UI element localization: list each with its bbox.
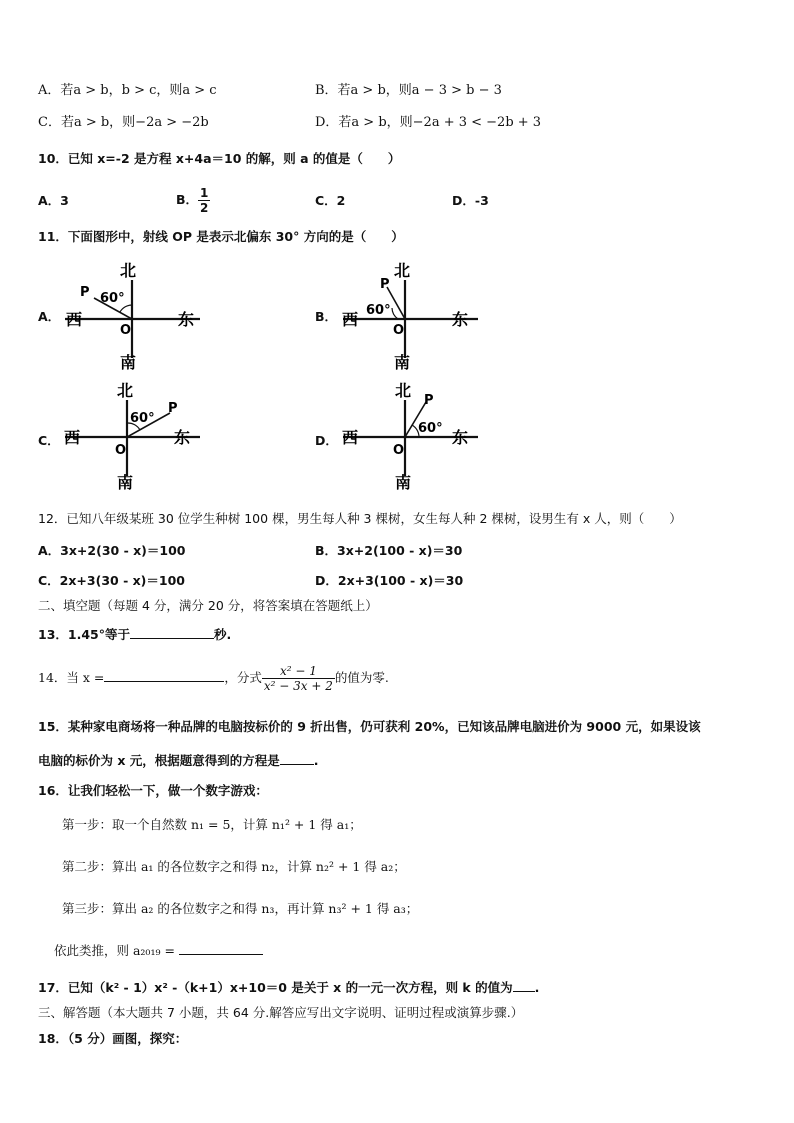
south-label: 南 xyxy=(394,353,411,370)
q14-denominator: x² − 3x + 2 xyxy=(263,679,333,693)
q10-option-b xyxy=(176,182,210,218)
q13-text-pre: 13．1.45°等于 xyxy=(38,627,130,642)
q10-stem: 10．已知 x=-2 是方程 x+4a＝10 的解，则 a 的值是（ ） xyxy=(38,151,401,166)
q12-option-c: C．2x+3(30 - x)＝100 xyxy=(38,573,185,588)
angle-label: 60° xyxy=(418,421,443,436)
q10-option-a: A．3 xyxy=(38,193,69,208)
east-label: 东 xyxy=(178,310,195,329)
south-label: 南 xyxy=(395,473,412,490)
q15-line1: 15．某种家电商场将一种品牌的电脑按标价的 9 折出售，仍可获利 20%，已知该品牌电脑进价为 9000 元，如果设该 xyxy=(38,719,701,734)
q17-text-end: . xyxy=(534,980,540,995)
q11-stem: 11．下面图形中，射线 OP 是表示北偏东 30° 方向的是（ ） xyxy=(38,229,404,244)
origin-label: O xyxy=(120,323,132,338)
origin-label: O xyxy=(393,443,405,458)
q13 xyxy=(38,624,231,644)
q12-stem: 12．已知八年级某班 30 位学生种树 100 棵，男生每人种 3 棵树，女生每人种 2 棵树，设男生有 x 人，则（ ） xyxy=(38,511,682,526)
compass-diagram-c xyxy=(60,380,200,490)
west-label: 西 xyxy=(66,310,83,329)
angle-label: 60° xyxy=(100,291,125,306)
q12-option-d: D．2x+3(100 - x)＝30 xyxy=(315,573,464,588)
ray-label: P xyxy=(380,277,390,292)
q10-option-b-numerator: 1 xyxy=(200,186,209,200)
q16-answer-blank[interactable] xyxy=(179,940,263,955)
q10-option-c: C．2 xyxy=(315,193,346,208)
origin-label: O xyxy=(115,443,127,458)
q14-fraction xyxy=(262,664,335,693)
q14-text-post: 的值为零. xyxy=(334,670,389,685)
q17 xyxy=(38,977,539,997)
q14-answer-blank[interactable] xyxy=(104,667,224,682)
compass-diagram-a xyxy=(60,260,200,370)
q11-option-d-label: D． xyxy=(315,433,338,448)
west-label: 西 xyxy=(342,310,359,329)
ray-label: P xyxy=(80,285,90,300)
q10-option-b-label: B． xyxy=(176,192,199,207)
section2-heading: 二、填空题（每题 4 分，满分 20 分，将答案填在答题纸上） xyxy=(38,598,378,613)
q11-option-c-label: C． xyxy=(38,433,60,448)
q9-option-b: B．若a > b，则a − 3 > b − 3 xyxy=(315,83,502,98)
q14 xyxy=(38,660,389,696)
north-label: 北 xyxy=(117,381,134,400)
west-label: 西 xyxy=(342,428,359,447)
q9-option-d: D．若a > b，则−2a + 3 < −2b + 3 xyxy=(315,115,542,130)
compass-diagram-d xyxy=(338,380,478,490)
q15-text-end: . xyxy=(313,753,319,768)
angle-label: 60° xyxy=(130,411,155,426)
section3-heading: 三、解答题（本大题共 7 小题，共 64 分.解答应写出文字说明、证明过程或演算步骤.） xyxy=(38,1005,524,1020)
q16-stem: 16．让我们轻松一下，做一个数字游戏： xyxy=(38,783,268,798)
north-label: 北 xyxy=(394,261,411,280)
q15-text: 电脑的标价为 x 元，根据题意得到的方程是 xyxy=(38,753,280,768)
q18-stem: 18．（5 分）画图，探究： xyxy=(38,1031,188,1046)
q16-step3: 第三步：算出 a₂ 的各位数字之和得 n₃，再计算 n₃² + 1 得 a₃； xyxy=(62,901,419,916)
q12-option-a: A．3x+2(30 - x)＝100 xyxy=(38,543,186,558)
compass-diagram-b xyxy=(338,260,478,370)
angle-label: 60° xyxy=(366,303,391,318)
q9-option-a: A．若a > b，b > c，则a > c xyxy=(38,83,217,98)
q17-text: 17．已知（k² - 1）x² -（k+1）x+10＝0 是关于 x 的一元一次方程，则 k 的值为 xyxy=(38,980,513,995)
q16-step2: 第二步：算出 a₁ 的各位数字之和得 n₂，计算 n₂² + 1 得 a₂； xyxy=(62,859,406,874)
q17-answer-blank[interactable] xyxy=(513,977,535,992)
q15-answer-blank[interactable] xyxy=(280,750,314,765)
q14-text-mid: ，分式 xyxy=(224,670,262,685)
q15-line2 xyxy=(38,750,319,770)
south-label: 南 xyxy=(117,473,134,490)
q9-option-c: C．若a > b，则−2a > −2b xyxy=(38,115,209,130)
east-label: 东 xyxy=(452,310,469,329)
east-label: 东 xyxy=(174,428,191,447)
south-label: 南 xyxy=(120,353,137,370)
q10-option-b-denominator: 2 xyxy=(200,201,209,215)
north-label: 北 xyxy=(120,261,137,280)
north-label: 北 xyxy=(395,381,412,400)
q16-tail xyxy=(54,940,263,960)
q13-text-post: 秒. xyxy=(214,627,232,642)
q11-option-b-label: B． xyxy=(315,309,338,324)
origin-label: O xyxy=(393,323,405,338)
q16-step1: 第一步：取一个自然数 n₁ = 5，计算 n₁² + 1 得 a₁； xyxy=(62,817,362,832)
east-label: 东 xyxy=(452,428,469,447)
q16-tail-text: 依此类推，则 a₂₀₁₉ = xyxy=(54,943,175,958)
q14-text-pre: 14．当 x = xyxy=(38,670,105,685)
q11-option-a-label: A． xyxy=(38,309,61,324)
q12-option-b: B．3x+2(100 - x)＝30 xyxy=(315,543,463,558)
west-label: 西 xyxy=(64,428,81,447)
q13-answer-blank[interactable] xyxy=(130,624,214,639)
q10-option-d: D．-3 xyxy=(452,193,489,208)
q14-numerator: x² − 1 xyxy=(279,664,317,678)
ray-label: P xyxy=(168,401,178,416)
ray-label: P xyxy=(424,393,434,408)
